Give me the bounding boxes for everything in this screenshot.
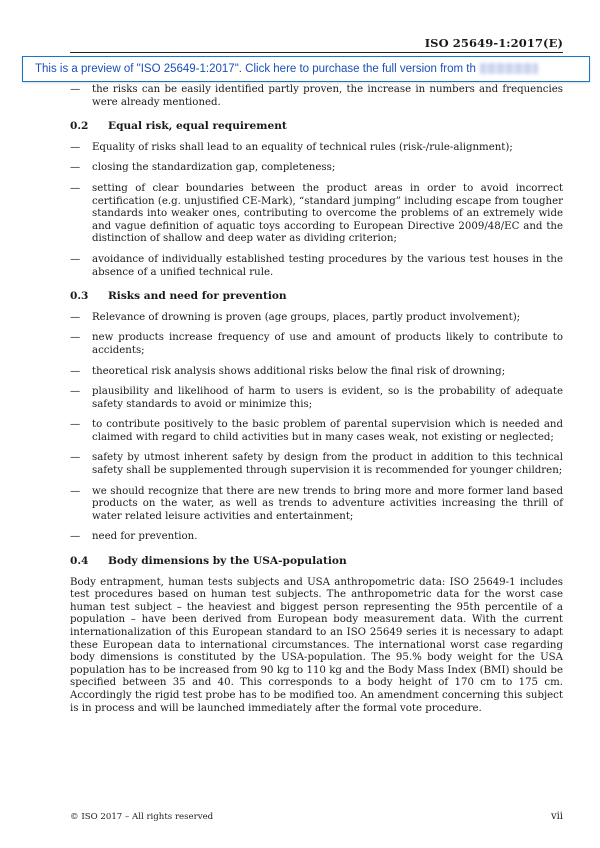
dash-bullet: —	[70, 485, 81, 497]
dash-bullet: —	[70, 452, 81, 464]
banner-text[interactable]: This is a preview of "ISO 25649-1:2017". Click here to purchase the full version from th	[35, 63, 476, 75]
section-heading-0-2	[70, 120, 563, 133]
list-item	[70, 84, 563, 109]
page-footer	[70, 811, 563, 822]
dash-bullet: —	[70, 531, 81, 543]
list-item	[70, 183, 563, 246]
list-item	[70, 366, 563, 379]
copyright-notice: © ISO 2017 – All rights reserved	[70, 812, 214, 822]
dash-bullet: —	[70, 141, 81, 153]
section-title: Risks and need for prevention	[108, 290, 287, 303]
header-rule	[70, 52, 563, 53]
document-body	[70, 84, 563, 715]
list-item-text: closing the standardization gap, completeness;	[92, 162, 336, 174]
list-item-text: new products increase frequency of use and amount of products likely to contribute to accidents;	[92, 332, 563, 356]
dash-bullet: —	[70, 84, 81, 95]
list-item-text: Relevance of drowning is proven (age groups, places, partly product involvement);	[92, 311, 521, 323]
dash-bullet: —	[70, 253, 81, 265]
dash-bullet: —	[70, 365, 81, 377]
list-item	[70, 486, 563, 524]
blurred-vendor-name	[480, 63, 538, 74]
section-heading-0-4	[70, 555, 563, 568]
list-item-text: setting of clear boundaries between the product areas in order to avoid incorrect certification (e.g. unjustified CE-Mark), “standard jumping” including escape from tougher standards into weaker ones, contributing to overcome the problems of an extremely wide and vague definition of aquatic toys according to European Directive 2009/48/EC and the distinction of shallow and deep water as dividing criterion;	[92, 182, 563, 245]
list-item	[70, 452, 563, 477]
dash-bullet: —	[70, 162, 81, 174]
list-item	[70, 162, 563, 175]
dash-bullet: —	[70, 419, 81, 431]
page-number: vii	[550, 811, 563, 822]
list-item-text: to contribute positively to the basic problem of parental supervision which is needed and claimed with regard to child activities but in many cases weak, not existing or neglected;	[92, 419, 563, 443]
list-item-text: avoidance of individually established testing procedures by the various test houses in the absence of a unified technical rule.	[92, 253, 563, 278]
section-title: Equal risk, equal requirement	[108, 120, 287, 133]
list-item-text: plausibility and likelihood of harm to users is evident, so is the probability of adequate safety standards to avoid or minimize this;	[92, 386, 563, 410]
list-item	[70, 531, 563, 544]
section-number: 0.3	[70, 290, 89, 303]
list-item-text: theoretical risk analysis shows additional risks below the final risk of drowning;	[92, 365, 506, 377]
dash-bullet: —	[70, 311, 81, 323]
dash-bullet: —	[70, 182, 81, 194]
list-item	[70, 419, 563, 444]
list-item	[70, 254, 563, 279]
list-item	[70, 332, 563, 357]
dash-bullet: —	[70, 332, 81, 344]
list-item-text: need for prevention.	[92, 531, 198, 543]
section-number: 0.4	[70, 555, 89, 568]
list-item	[70, 312, 563, 325]
document-header-id: ISO 25649-1:2017(E)	[424, 36, 563, 50]
purchase-preview-banner[interactable]	[22, 56, 590, 82]
list-item	[70, 386, 563, 411]
section-number: 0.2	[70, 120, 89, 133]
dash-bullet: —	[70, 386, 81, 398]
section-title: Body dimensions by the USA-population	[108, 555, 347, 568]
list-item-text: Equality of risks shall lead to an equality of technical rules (risk-/rule-alignment);	[92, 141, 513, 153]
list-item	[70, 142, 563, 155]
body-paragraph: Body entrapment, human tests subjects and USA anthropometric data: ISO 25649-1 includes test procedures based on human test subjects. The anthropometric data for the worst case human test subject – the heaviest and biggest person representing the 95th percentile of a population – have been derived from European body measurement data. With the current internationalization of this European standard to an ISO 25649 series it is necessary to adapt these European data to international circumstances. The international worst case regarding body dimensions is constituted by the USA-population. The 95.% body weight for the USA population has to be increased from 90 kg to 110 kg and the Body Mass Index (BMI) should be specified between 35 and 40. This corresponds to a body height of 170 cm to 175 cm. Accordingly the rigid test probe has to be modified too. An amendment concerning this subject is in process and will be launched immediately after the formal vote procedure.	[70, 576, 563, 714]
list-item-text: the risks can be easily identified partly proven, the increase in numbers and frequencies were already mentioned.	[92, 84, 563, 108]
list-item-text: safety by utmost inherent safety by design from the product in addition to this technical safety shall be supplemented through supervision it is recommended for younger children;	[92, 452, 563, 477]
section-heading-0-3	[70, 290, 563, 303]
list-item-text: we should recognize that there are new trends to bring more and more former land based products on the water, as well as trends to adventure activities increasing the thrill of water related leisure activities and entertainment;	[92, 485, 563, 522]
